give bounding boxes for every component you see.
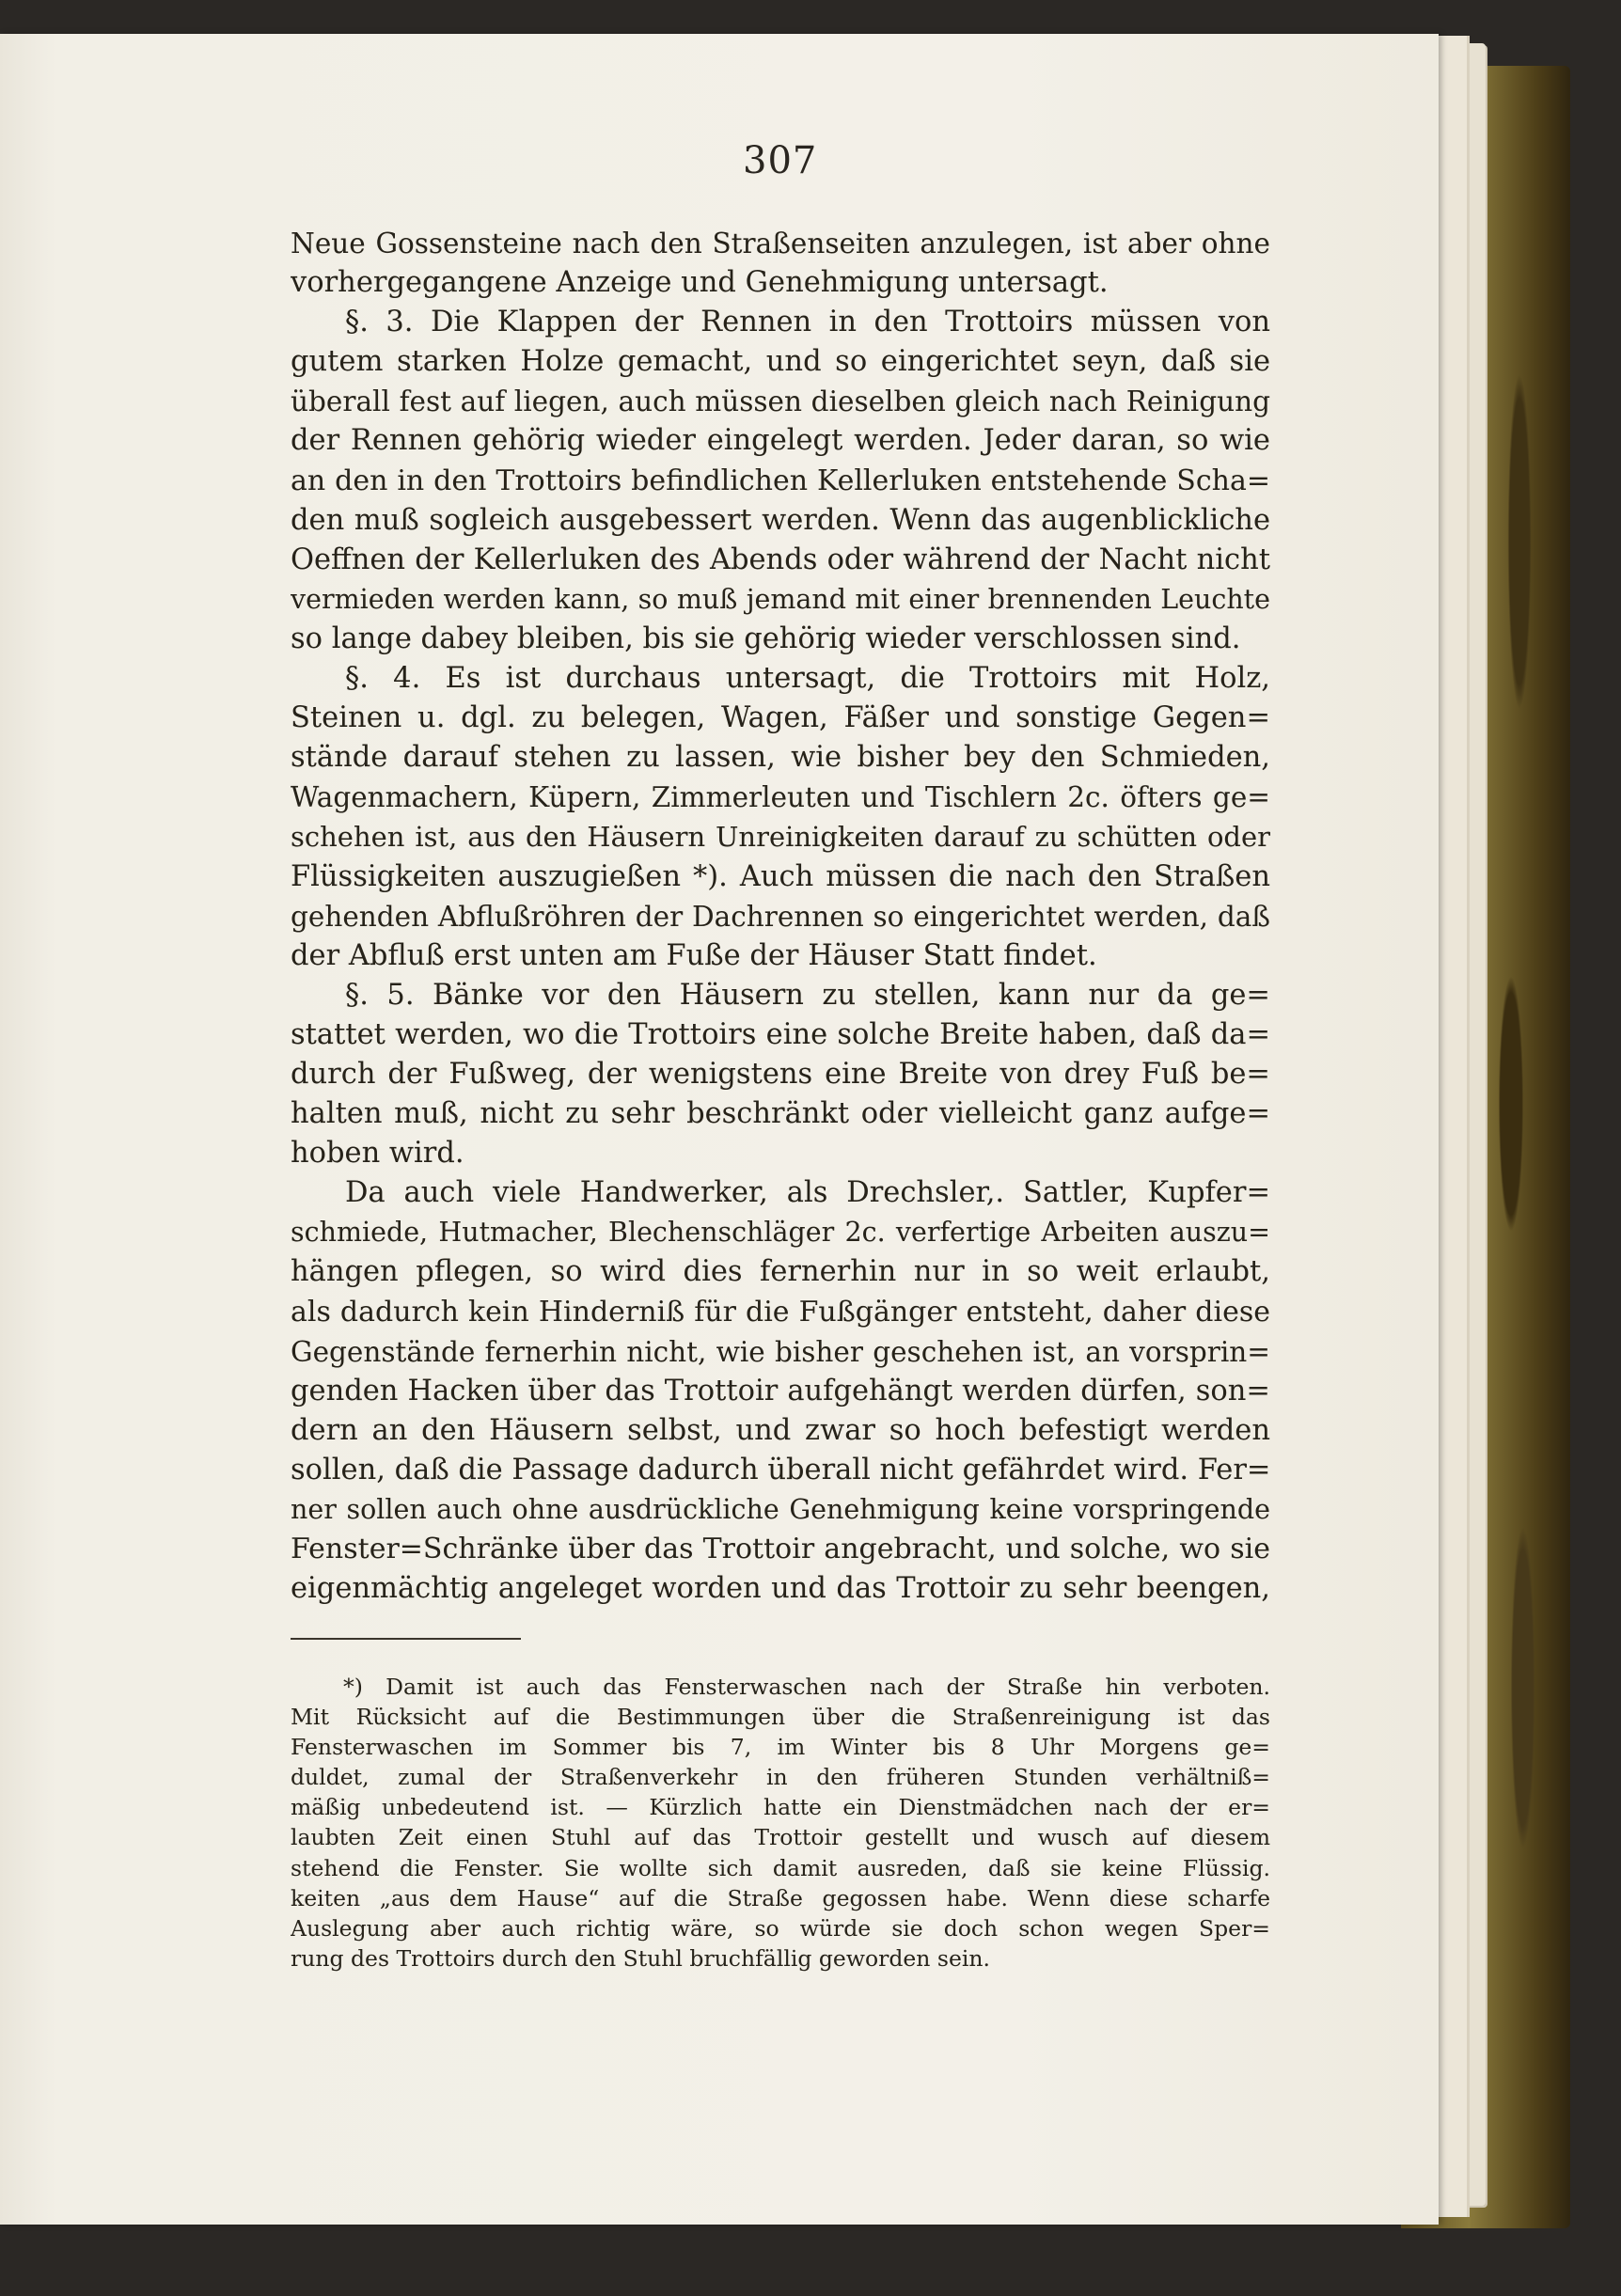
text-line: der Rennen gehörig wieder eingelegt werden. Jeder daran, so wie: [291, 424, 1270, 458]
text-line: vorhergegangene Anzeige und Genehmigung untersagt.: [291, 266, 1109, 300]
text-line: an den in den Trottoirs befindlichen Kellerluken entstehende Scha=: [291, 464, 1270, 497]
section-3-start: §. 3. Die Klappen der Rennen in den Trottoirs müssen von: [345, 306, 1270, 339]
text-line: hängen pflegen, so wird dies fernerhin nur in so weit erlaubt,: [291, 1255, 1270, 1289]
footnote-line: laubten Zeit einen Stuhl auf das Trottoir gestellt und wusch auf diesem: [291, 1824, 1270, 1851]
text-line: schmiede, Hutmacher, Blechenschläger 2c. verfertige Arbeiten auszu=: [291, 1217, 1270, 1249]
paragraph-start: Da auch viele Handwerker, als Drechsler,. Sattler, Kupfer=: [345, 1176, 1270, 1210]
text-line: hoben wird.: [291, 1137, 464, 1171]
text-line: vermieden werden kann, so muß jemand mit einer brennenden Leuchte: [291, 583, 1270, 615]
footnote-line: duldet, zumal der Straßenverkehr in den früheren Stunden verhältniß=: [291, 1764, 1270, 1791]
section-5-start: §. 5. Bänke vor den Häusern zu stellen, kann nur da ge=: [345, 978, 1270, 1012]
footnote-line: stehend die Fenster. Sie wollte sich damit ausreden, daß sie keine Flüssig.: [291, 1854, 1270, 1881]
text-line: sollen, daß die Passage dadurch überall nicht gefährdet wird. Fer=: [291, 1453, 1270, 1486]
footnote-line: mäßig unbedeutend ist. — Kürzlich hatte ein Dienstmädchen nach der er=: [291, 1794, 1270, 1821]
footnote-line: keiten „aus dem Hause“ auf die Straße gegossen habe. Wenn diese scharfe: [291, 1884, 1270, 1911]
page-number: 307: [743, 139, 818, 182]
text-line: ner sollen auch ohne ausdrückliche Genehmigung keine vorspringende: [291, 1494, 1270, 1525]
text-line: Oeffnen der Kellerluken des Abends oder während der Nacht nicht: [291, 543, 1270, 576]
text-line: stattet werden, wo die Trottoirs eine solche Breite haben, daß da=: [291, 1017, 1270, 1051]
footnote-line: Mit Rücksicht auf die Bestimmungen über die Straßenreinigung ist das: [291, 1704, 1270, 1731]
footnote: [291, 1672, 1270, 1974]
text-line: gutem starken Holze gemacht, und so eingerichtet seyn, daß sie: [291, 345, 1270, 379]
text-line: schehen ist, aus den Häusern Unreinigkeiten darauf zu schütten oder: [291, 821, 1270, 854]
text-line: halten muß, nicht zu sehr beschränkt oder vielleicht ganz aufge=: [291, 1097, 1270, 1131]
text-line: Steinen u. dgl. zu belegen, Wagen, Fäßer und sonstige Gegen=: [291, 701, 1270, 735]
text-line: Wagenmachern, Küpern, Zimmerleuten und Tischlern 2c. öfters ge=: [291, 781, 1270, 814]
text-line: eigenmächtig angeleget worden und das Trottoir zu sehr beengen,: [291, 1572, 1270, 1606]
body-text: [291, 224, 1270, 1609]
text-line: genden Hacken über das Trottoir aufgehängt werden dürfen, son=: [291, 1374, 1270, 1407]
footnote-line: rung des Trottoirs durch den Stuhl bruchfällig geworden sein.: [291, 1944, 990, 1972]
footnote-line: Fensterwaschen im Sommer bis 7, im Winter bis 8 Uhr Morgens ge=: [291, 1734, 1270, 1761]
text-line: dern an den Häusern selbst, und zwar so hoch befestigt werden: [291, 1413, 1270, 1447]
text-line: als dadurch kein Hinderniß für die Fußgänger entsteht, daher diese: [291, 1295, 1270, 1329]
text-line: den muß sogleich ausgebessert werden. Wenn das augenblickliche: [291, 503, 1270, 537]
text-line: der Abfluß erst unten am Fuße der Häuser Statt findet.: [291, 938, 1097, 972]
text-line: überall fest auf liegen, auch müssen dieselben gleich nach Reinigung: [291, 385, 1270, 418]
section-4-start: §. 4. Es ist durchaus untersagt, die Trottoirs mit Holz,: [345, 662, 1270, 696]
text-line: gehenden Abflußröhren der Dachrennen so eingerichtet werden, daß: [291, 900, 1270, 933]
footnote-line: Auslegung aber auch richtig wäre, so würde sie doch schon wegen Sper=: [291, 1914, 1270, 1942]
text-line: Gegenstände fernerhin nicht, wie bisher geschehen ist, an vorsprin=: [291, 1335, 1270, 1368]
footnote-line: *) Damit ist auch das Fensterwaschen nach der Straße hin verboten.: [343, 1674, 1270, 1700]
text-line: so lange dabey bleiben, bis sie gehörig wieder verschlossen sind.: [291, 621, 1241, 655]
footnote-rule: [291, 1638, 521, 1640]
text-line: durch der Fußweg, der wenigstens eine Breite von drey Fuß be=: [291, 1057, 1270, 1091]
text-line: Fenster=Schränke über das Trottoir angebracht, und solche, wo sie: [291, 1533, 1270, 1566]
text-line: stände darauf stehen zu lassen, wie bisher bey den Schmieden,: [291, 741, 1270, 775]
text-line: Flüssigkeiten auszugießen *). Auch müssen die nach den Straßen: [291, 859, 1270, 893]
text-line: Neue Gossensteine nach den Straßenseiten anzulegen, ist aber ohne: [291, 228, 1270, 259]
